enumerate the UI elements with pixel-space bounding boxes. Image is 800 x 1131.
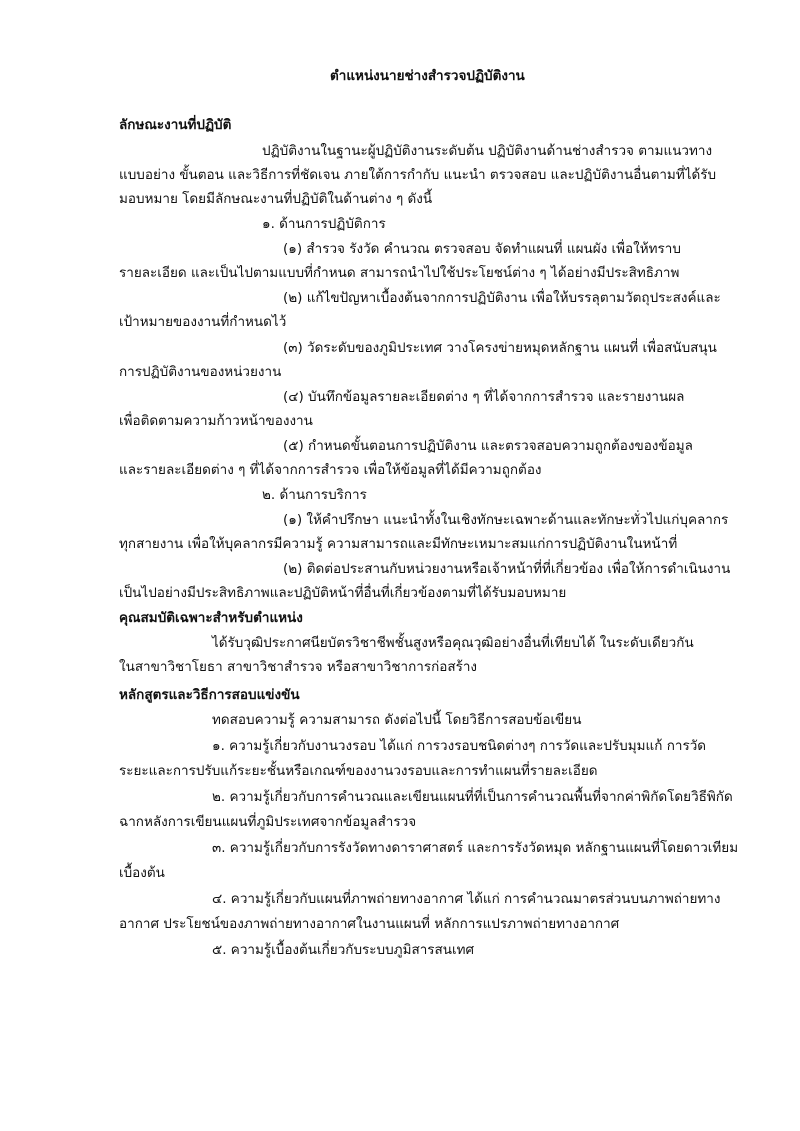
paragraph-line: ปฏิบัติงานในฐานะผู้ปฏิบัติงานระดับต้น ปฏิบัติงานด้านช่างสำรวจ ตามแนวทาง: [262, 143, 713, 159]
paragraph-line: ในสาขาวิชาโยธา สาขาวิชาสำรวจ หรือสาขาวิชาการก่อสร้าง: [119, 659, 478, 675]
section-heading-duties: ลักษณะงานที่ปฏิบัติ: [119, 117, 232, 133]
paragraph-line: แบบอย่าง ขั้นตอน และวิธีการที่ชัดเจน ภายใต้การกำกับ แนะนำ ตรวจสอบ และปฏิบัติงานอื่นตามที่ได้รับ: [119, 167, 717, 183]
paragraph-line: ได้รับวุฒิประกาศนียบัตรวิชาชีพชั้นสูงหรือคุณวุฒิอย่างอื่นที่เทียบได้ ในระดับเดียวกัน: [212, 635, 694, 651]
list-item-line: (๑) ให้คำปรึกษา แนะนำทั้งในเชิงทักษะเฉพาะด้านและทักษะทั่วไปแก่บุคลากร: [283, 512, 729, 528]
exam-topic-line: ๒. ความรู้เกี่ยวกับการคำนวณและเขียนแผนที่ที่เป็นการคำนวณพื้นที่จากค่าพิกัดโดยวิธีพิกัด: [212, 789, 733, 805]
list-item-line: เป็นไปอย่างมีประสิทธิภาพและปฏิบัติหน้าที่อื่นที่เกี่ยวข้องตามที่ได้รับมอบหมาย: [119, 585, 567, 601]
list-item-line: (๒) แก้ไขปัญหาเบื้องต้นจากการปฏิบัติงาน เพื่อให้บรรลุตามวัตถุประสงค์และ: [283, 290, 721, 306]
list-item-line: และรายละเอียดต่าง ๆ ที่ได้จากการสำรวจ เพื่อให้ข้อมูลที่ได้มีความถูกต้อง: [119, 462, 542, 478]
exam-topic-line: อากาศ ประโยชน์ของภาพถ่ายทางอากาศในงานแผนที่ หลักการแปรภาพถ่ายทางอากาศ: [119, 916, 620, 932]
list-item-line: (๔) บันทึกข้อมูลรายละเอียดต่าง ๆ ที่ได้จากการสำรวจ และรายงานผล: [283, 389, 685, 405]
exam-topic-line: เบื้องต้น: [119, 865, 165, 881]
subsection-heading-operations: ๑. ด้านการปฏิบัติการ: [262, 216, 386, 232]
list-item-line: (๓) วัดระดับของภูมิประเทศ วางโครงข่ายหมุดหลักฐาน แผนที่ เพื่อสนับสนุน: [283, 340, 717, 356]
document-title: ตำแหน่งนายช่างสำรวจปฏิบัติงาน: [330, 68, 525, 84]
exam-topic-line: ๓. ความรู้เกี่ยวกับการรังวัดทางดาราศาสตร์ และการรังวัดหมุด หลักฐานแผนที่โดยดาวเทียม: [212, 840, 739, 856]
list-item-line: รายละเอียด และเป็นไปตามแบบที่กำหนด สามารถนำไปใช้ประโยชน์ต่าง ๆ ได้อย่างมีประสิทธิภาพ: [119, 265, 680, 281]
list-item-line: ทุกสายงาน เพื่อให้บุคลากรมีความรู้ ความสามารถและมีทักษะเหมาะสมแก่การปฏิบัติงานในหน้าที่: [119, 536, 678, 552]
exam-topic-line: ๕. ความรู้เบื้องต้นเกี่ยวกับระบบภูมิสารสนเทศ: [212, 942, 475, 958]
list-item-line: (๑) สำรวจ รังวัด คำนวณ ตรวจสอบ จัดทำแผนที่ แผนผัง เพื่อให้ทราบ: [283, 241, 681, 257]
exam-topic-line: ๑. ความรู้เกี่ยวกับงานวงรอบ ได้แก่ การวงรอบชนิดต่างๆ การวัดและปรับมุมแก้ การวัด: [212, 738, 707, 754]
list-item-line: การปฏิบัติงานของหน่วยงาน: [119, 364, 282, 380]
subsection-heading-services: ๒. ด้านการบริการ: [262, 487, 367, 503]
list-item-line: (๕) กำหนดขั้นตอนการปฏิบัติงาน และตรวจสอบความถูกต้องของข้อมูล: [283, 438, 693, 454]
paragraph-line: ทดสอบความรู้ ความสามารถ ดังต่อไปนี้ โดยวิธีการสอบข้อเขียน: [212, 712, 582, 728]
exam-topic-line: ๔. ความรู้เกี่ยวกับแผนที่ภาพถ่ายทางอากาศ ได้แก่ การคำนวณมาตรส่วนบนภาพถ่ายทาง: [212, 891, 721, 907]
section-heading-exam: หลักสูตรและวิธีการสอบแข่งขัน: [119, 687, 300, 703]
list-item-line: เพื่อติดตามความก้าวหน้าของงาน: [119, 413, 313, 429]
list-item-line: เป้าหมายของงานที่กำหนดไว้: [119, 314, 287, 330]
exam-topic-line: ระยะและการปรับแก้ระยะชั้นหรือเกณฑ์ของงานวงรอบและการทำแผนที่รายละเอียด: [119, 763, 598, 779]
paragraph-line: มอบหมาย โดยมีลักษณะงานที่ปฏิบัติในด้านต่าง ๆ ดังนี้: [119, 191, 433, 207]
list-item-line: (๒) ติดต่อประสานกับหน่วยงานหรือเจ้าหน้าที่ที่เกี่ยวข้อง เพื่อให้การดำเนินงาน: [283, 561, 731, 577]
exam-topic-line: ฉากหลังการเขียนแผนที่ภูมิประเทศจากข้อมูลสำรวจ: [119, 814, 417, 830]
section-heading-qualifications: คุณสมบัติเฉพาะสำหรับตำแหน่ง: [119, 610, 303, 626]
